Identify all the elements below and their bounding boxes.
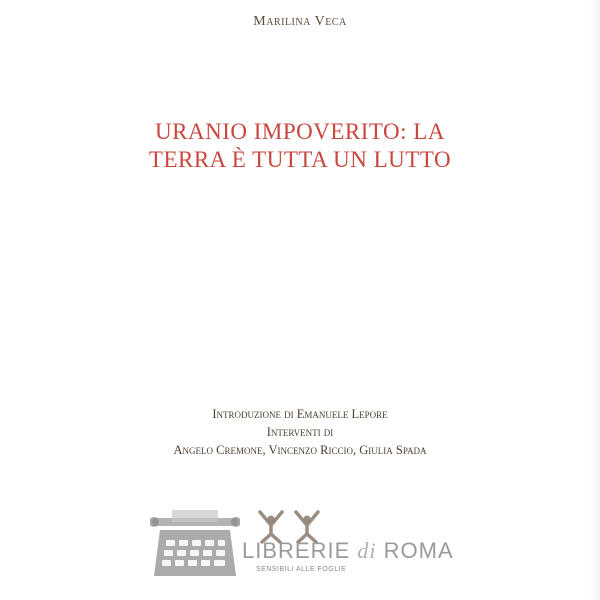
credits-block bbox=[0, 405, 600, 459]
credit-introduction: Introduzione di Emanuele Lepore bbox=[212, 407, 388, 421]
author-name: Marilina Veca bbox=[253, 14, 347, 29]
watermark-tagline: SENSIBILI ALLE FOGLIE bbox=[256, 566, 347, 573]
typewriter-icon bbox=[150, 508, 240, 580]
page-edge-shadow bbox=[590, 0, 600, 600]
bookstore-watermark-logo bbox=[150, 508, 454, 588]
book-title bbox=[0, 118, 600, 174]
watermark-name-main: LIBRERIE bbox=[242, 538, 351, 563]
watermark-bookstore-name bbox=[242, 538, 454, 564]
watermark-name-city: ROMA bbox=[383, 538, 454, 563]
credit-interventions-label: Interventi di bbox=[266, 425, 334, 439]
title-line-1: URANIO IMPOVERITO: LA bbox=[155, 119, 445, 144]
watermark-name-di: di bbox=[357, 538, 377, 563]
credit-contributors: Angelo Cremone, Vincenzo Riccio, Giulia Spada bbox=[173, 443, 427, 457]
title-line-2: TERRA È TUTTA UN LUTTO bbox=[148, 147, 452, 172]
